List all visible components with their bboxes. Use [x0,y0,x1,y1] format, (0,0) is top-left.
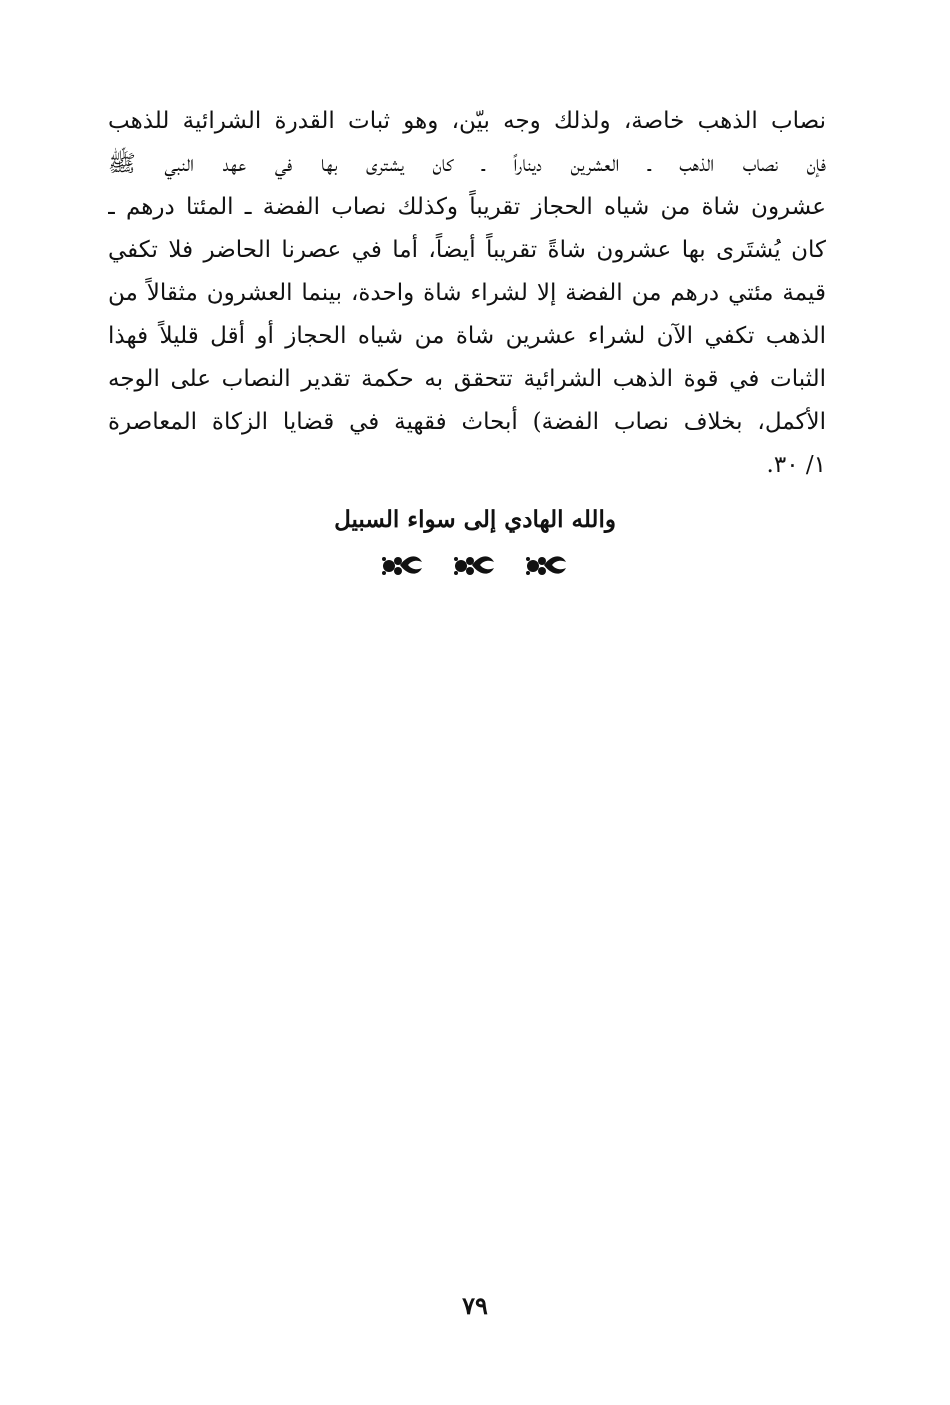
floral-ornament-icon [524,550,570,580]
text-line-6: الذهب تكفي الآن لشراء عشرين شاة من شياه الحجاز أو أقل قليلاً فهذا [108,323,826,349]
page-number: ٧٩ [462,1291,488,1320]
text-line-7: الثبات في قوة الذهب الشرائية تتحقق به حكمة تقدير النصاب على الوجه [108,366,826,392]
floral-ornament-icon [452,550,498,580]
text-line-8: الأكمل، بخلاف نصاب الفضة) أبحاث فقهية في قضايا الزكاة المعاصرة [108,409,826,435]
text-line-3: عشرون شاة من شياه الحجاز تقريباً وكذلك نصاب الفضة ـ المئتا درهم ـ [108,194,826,220]
text-line-2: فإن نصاب الذهب ـ العشرين ديناراً ـ كان يشترى بها في عهد النبي ﷺ [108,151,826,177]
closing-phrase: والله الهادي إلى سواء السبيل [334,506,616,533]
body-paragraph [108,100,826,487]
ornament-divider [0,550,950,582]
text-line-1: نصاب الذهب خاصة، ولذلك وجه بيّن، وهو ثبات القدرة الشرائية للذهب [108,108,826,134]
text-line-9: ١/ ٣٠. [766,452,826,478]
floral-ornament-icon [380,550,426,580]
text-line-4: كان يُشتَرى بها عشرون شاةً تقريباً أيضاً، أما في عصرنا الحاضر فلا تكفي [108,237,826,263]
text-line-5: قيمة مئتي درهم من الفضة إلا لشراء شاة واحدة، بينما العشرون مثقالاً من [108,280,826,306]
